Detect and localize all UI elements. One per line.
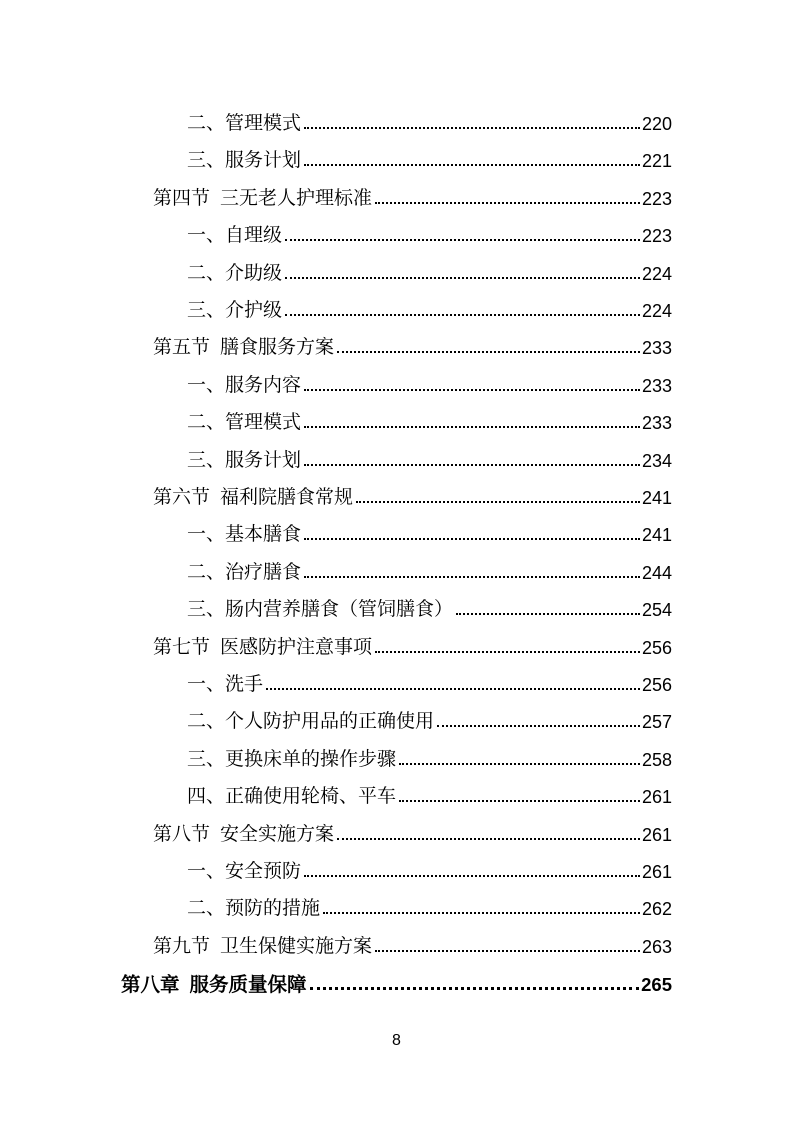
- toc-entry-title: 医感防护注意事项: [220, 635, 373, 658]
- toc-entry-page: 233: [641, 338, 672, 359]
- toc-entry-label: [187, 712, 434, 731]
- toc-entry-page: 241: [641, 488, 672, 508]
- toc-entry-title: 服务计划: [225, 149, 302, 172]
- toc-dot-leader: [304, 426, 640, 428]
- toc-subsection-entry[interactable]: [187, 591, 672, 619]
- toc-entry-number: 三、: [187, 747, 226, 770]
- toc-entry-label: [187, 560, 302, 583]
- toc-entry-label: [187, 675, 263, 694]
- toc-subsection-entry[interactable]: [187, 890, 672, 918]
- toc-dot-leader: [437, 725, 640, 727]
- toc-entry-page: 261: [641, 787, 672, 808]
- toc-entry-number: 一、: [187, 373, 226, 396]
- toc-dot-leader: [399, 800, 640, 802]
- toc-dot-leader: [399, 763, 640, 765]
- toc-dot-leader: [304, 576, 640, 578]
- toc-entry-page: 224: [641, 301, 672, 321]
- toc-entry-title: 膳食服务方案: [220, 336, 335, 359]
- toc-entry-number: 第八节: [153, 822, 211, 845]
- toc-dot-leader: [456, 613, 640, 615]
- toc-entry-page: 256: [641, 637, 672, 658]
- toc-entry-title: 介护级: [225, 299, 283, 321]
- toc-entry-title: 洗手: [225, 673, 264, 695]
- toc-entry-number: 二、: [187, 411, 226, 434]
- toc-entry-page: 261: [641, 862, 672, 882]
- toc-entry-label: [187, 261, 283, 284]
- toc-entry-number: 三、: [187, 448, 226, 471]
- toc-entry-label: [187, 787, 396, 806]
- toc-subsection-entry[interactable]: [187, 666, 672, 694]
- toc-entry-page: 257: [641, 712, 672, 733]
- toc-section-entry[interactable]: [153, 928, 672, 956]
- toc-entry-title: 治疗膳食: [225, 560, 302, 583]
- toc-entry-label: [187, 899, 320, 918]
- toc-subsection-entry[interactable]: [187, 853, 672, 881]
- toc-entry-title: 自理级: [225, 224, 283, 247]
- toc-subsection-entry[interactable]: [187, 741, 672, 769]
- toc-subsection-entry[interactable]: [187, 404, 672, 432]
- toc-entry-label: [153, 822, 335, 845]
- toc-entry-number: 一、: [187, 523, 226, 546]
- toc-entry-title: 基本膳食: [225, 523, 302, 546]
- toc-dot-leader: [285, 314, 640, 316]
- toc-entry-page: 233: [641, 413, 672, 434]
- toc-entry-label: [187, 525, 301, 544]
- toc-entry-title: 三无老人护理标准: [220, 186, 373, 209]
- toc-entry-number: 第九节: [153, 934, 211, 957]
- toc-entry-page: 221: [641, 151, 672, 172]
- toc-dot-leader: [304, 164, 640, 166]
- toc-dot-leader: [310, 987, 640, 990]
- toc-entry-title: 服务内容: [225, 373, 302, 396]
- toc-entry-page: 244: [641, 562, 672, 583]
- toc-entry-number: 一、: [187, 673, 226, 695]
- toc-entry-title: 安全实施方案: [220, 822, 335, 845]
- toc-section-entry[interactable]: [153, 180, 672, 208]
- toc-dot-leader: [337, 838, 640, 840]
- toc-entry-label: [187, 448, 302, 471]
- toc-entry-page: 223: [641, 226, 672, 247]
- toc-chapter-entry[interactable]: [121, 966, 672, 994]
- toc-entry-page: 261: [641, 824, 672, 845]
- toc-entry-label: [187, 301, 282, 320]
- toc-subsection-entry[interactable]: [187, 703, 672, 731]
- toc-subsection-entry[interactable]: [187, 292, 672, 320]
- toc-dot-leader: [375, 202, 640, 204]
- toc-entry-number: 一、: [187, 224, 226, 247]
- toc-entry-title: 介助级: [225, 261, 283, 284]
- toc-entry-page: 263: [641, 936, 672, 957]
- toc-entry-title: 管理模式: [225, 112, 302, 134]
- toc-dot-leader: [304, 875, 640, 877]
- toc-section-entry[interactable]: [153, 479, 672, 507]
- toc-dot-leader: [323, 912, 640, 914]
- toc-entry-label: [153, 488, 353, 507]
- toc-section-entry[interactable]: [153, 816, 672, 844]
- toc-entry-label: [153, 934, 373, 957]
- toc-dot-leader: [285, 277, 640, 279]
- toc-entry-number: 二、: [187, 710, 226, 733]
- toc-subsection-entry[interactable]: [187, 255, 672, 283]
- toc-entry-label: [187, 114, 301, 133]
- toc-subsection-entry[interactable]: [187, 442, 672, 470]
- toc-dot-leader: [375, 950, 640, 952]
- toc-dot-leader: [304, 538, 640, 540]
- toc-entry-label: [153, 338, 334, 357]
- toc-entry-title: 肠内营养膳食（管饲膳食）: [225, 598, 454, 621]
- toc-dot-leader: [304, 389, 640, 391]
- toc-subsection-entry[interactable]: [187, 516, 672, 544]
- toc-entry-label: [187, 151, 301, 170]
- toc-entry-label: [187, 226, 282, 245]
- toc-entry-number: 第八章: [121, 972, 180, 996]
- toc-entry-title: 卫生保健实施方案: [220, 934, 373, 957]
- toc-entry-title: 个人防护用品的正确使用: [225, 710, 435, 733]
- toc-section-entry[interactable]: [153, 629, 672, 657]
- toc-subsection-entry[interactable]: [187, 367, 672, 395]
- toc-entry-label: [121, 972, 307, 996]
- toc-entry-number: 第七节: [153, 635, 211, 658]
- toc-entry-title: 服务质量保障: [189, 972, 307, 996]
- toc-subsection-entry[interactable]: [187, 554, 672, 582]
- toc-entry-page: 265: [641, 973, 672, 995]
- toc-entry-page: 224: [641, 263, 672, 284]
- toc-entry-title: 管理模式: [225, 411, 302, 434]
- toc-entry-label: [187, 373, 302, 396]
- toc-entry-number: 三、: [187, 149, 226, 172]
- toc-entry-title: 福利院膳食常规: [220, 486, 354, 508]
- toc-entry-number: 二、: [187, 112, 226, 134]
- toc-entry-title: 服务计划: [225, 448, 302, 471]
- toc-entry-number: 第五节: [153, 336, 211, 359]
- toc-entry-page: 254: [641, 600, 672, 621]
- toc-entry-page: 233: [641, 375, 672, 396]
- toc-subsection-entry[interactable]: [187, 142, 672, 170]
- toc-entry-page: 258: [641, 749, 672, 770]
- toc-entry-title: 安全预防: [225, 860, 302, 882]
- toc-entry-number: 第六节: [153, 486, 211, 508]
- toc-entry-label: [187, 862, 301, 881]
- toc-entry-number: 二、: [187, 560, 226, 583]
- toc-entry-title: 正确使用轮椅、平车: [225, 785, 397, 808]
- toc-entry-title: 更换床单的操作步骤: [225, 747, 397, 770]
- toc-dot-leader: [304, 464, 640, 466]
- toc-entry-label: [187, 413, 301, 432]
- toc-dot-leader: [266, 688, 640, 690]
- toc-entry-number: 一、: [187, 860, 226, 882]
- toc-entry-page: 220: [641, 114, 672, 134]
- toc-dot-leader: [337, 351, 640, 353]
- toc-entry-page: 256: [641, 675, 672, 695]
- toc-entry-number: 四、: [187, 785, 226, 808]
- toc-entry-page: 241: [641, 525, 672, 546]
- toc-section-entry[interactable]: [153, 329, 672, 357]
- toc-entry-page: 262: [641, 899, 672, 920]
- toc-entry-page: 234: [641, 450, 672, 471]
- toc-entry-number: 第四节: [153, 186, 211, 209]
- toc-subsection-entry[interactable]: [187, 105, 672, 133]
- toc-entry-label: [187, 600, 453, 619]
- toc-entry-number: 二、: [187, 261, 226, 284]
- toc-entry-label: [153, 635, 373, 658]
- toc-entry-number: 二、: [187, 897, 226, 920]
- toc-dot-leader: [285, 239, 640, 241]
- toc-subsection-entry[interactable]: [187, 217, 672, 245]
- toc-entry-number: 三、: [187, 598, 226, 621]
- toc-entry-number: 三、: [187, 299, 226, 321]
- toc-dot-leader: [356, 501, 640, 503]
- toc-entry-label: [153, 186, 373, 209]
- toc-dot-leader: [304, 127, 640, 129]
- toc-entry-title: 预防的措施: [225, 897, 321, 920]
- toc-entry-label: [187, 747, 397, 770]
- toc-entry-page: 223: [641, 188, 672, 209]
- toc-subsection-entry[interactable]: [187, 778, 672, 806]
- page-number: 8: [392, 1032, 401, 1049]
- toc-dot-leader: [375, 651, 640, 653]
